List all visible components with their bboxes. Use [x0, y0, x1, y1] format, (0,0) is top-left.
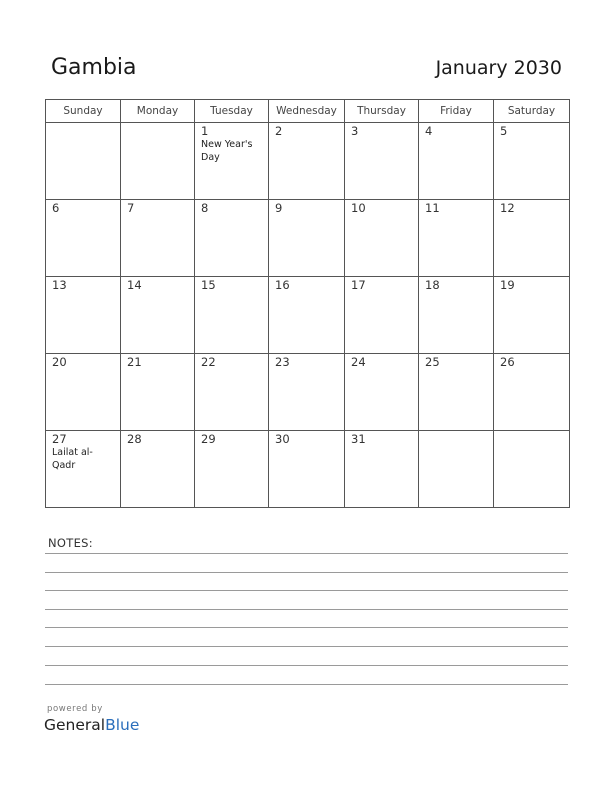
day-cell: [46, 354, 121, 431]
day-number: 16: [275, 278, 290, 292]
day-cell: [195, 123, 269, 200]
note-line: [45, 590, 568, 591]
day-cell: [269, 354, 345, 431]
powered-by-text: powered by: [47, 704, 103, 714]
notes-label: NOTES:: [48, 536, 93, 550]
day-number: 20: [52, 355, 67, 369]
day-number: 3: [351, 124, 359, 138]
day-cell: [494, 123, 570, 200]
week-row-1: [46, 123, 570, 200]
day-cell: [46, 123, 121, 200]
day-cell: [121, 431, 195, 508]
day-number: 22: [201, 355, 216, 369]
day-number: 11: [425, 201, 440, 215]
weekday-wednesday: Wednesday: [269, 100, 345, 123]
day-cell: [46, 277, 121, 354]
day-cell: [419, 431, 494, 508]
weekday-tuesday: Tuesday: [195, 100, 269, 123]
day-number: [425, 432, 488, 447]
day-cell: [269, 431, 345, 508]
day-number: 15: [201, 278, 216, 292]
calendar-grid: [45, 99, 570, 508]
day-number: 23: [275, 355, 290, 369]
day-number: 13: [52, 278, 67, 292]
day-cell: [121, 123, 195, 200]
day-cell: [494, 277, 570, 354]
day-number: 25: [425, 355, 440, 369]
day-cell: [419, 277, 494, 354]
day-cell: [195, 200, 269, 277]
day-number: 2: [275, 124, 283, 138]
holiday-label: New Year's Day: [201, 139, 253, 163]
day-number: 31: [351, 432, 366, 446]
day-number: 24: [351, 355, 366, 369]
day-cell: [345, 277, 419, 354]
note-line: [45, 553, 568, 554]
day-number: 8: [201, 201, 209, 215]
day-cell: [195, 431, 269, 508]
day-cell: [269, 123, 345, 200]
day-number: 29: [201, 432, 216, 446]
day-cell: [419, 200, 494, 277]
note-line: [45, 646, 568, 647]
day-number: 17: [351, 278, 366, 292]
day-number: 14: [127, 278, 142, 292]
day-number: 7: [127, 201, 135, 215]
note-line: [45, 665, 568, 666]
day-cell: [419, 123, 494, 200]
day-number: 5: [500, 124, 508, 138]
week-row-5: [46, 431, 570, 508]
day-number: 27: [52, 432, 67, 446]
day-number: 30: [275, 432, 290, 446]
brand-wordmark: [44, 716, 139, 734]
day-number: 6: [52, 201, 60, 215]
day-cell: [345, 354, 419, 431]
note-line: [45, 572, 568, 573]
day-number: 4: [425, 124, 433, 138]
day-cell: [494, 354, 570, 431]
day-cell: [46, 200, 121, 277]
day-cell: [46, 431, 121, 508]
day-cell: [269, 200, 345, 277]
week-row-3: [46, 277, 570, 354]
day-number: [500, 432, 564, 447]
brand-general: General: [44, 716, 106, 734]
day-number: 9: [275, 201, 283, 215]
weekday-monday: Monday: [121, 100, 195, 123]
weekday-header-row: [46, 100, 570, 123]
country-title: Gambia: [51, 55, 137, 80]
note-line: [45, 609, 568, 610]
week-row-2: [46, 200, 570, 277]
day-cell: [195, 354, 269, 431]
weekday-sunday: Sunday: [46, 100, 121, 123]
day-number: [127, 124, 189, 139]
day-cell: [121, 277, 195, 354]
day-cell: [419, 354, 494, 431]
day-number: 12: [500, 201, 515, 215]
weekday-thursday: Thursday: [345, 100, 419, 123]
note-line: [45, 627, 568, 628]
holiday-label: Lailat al-Qadr: [52, 447, 93, 471]
note-line: [45, 684, 568, 685]
day-number: [52, 124, 115, 139]
day-cell: [345, 431, 419, 508]
day-number: 10: [351, 201, 366, 215]
day-number: 1: [201, 124, 209, 138]
brand-blue: Blue: [105, 716, 140, 734]
week-row-4: [46, 354, 570, 431]
day-cell: [195, 277, 269, 354]
day-number: 28: [127, 432, 142, 446]
month-title: January 2030: [435, 57, 562, 79]
weekday-saturday: Saturday: [494, 100, 570, 123]
day-number: 26: [500, 355, 515, 369]
day-cell: [269, 277, 345, 354]
day-cell: [494, 200, 570, 277]
day-cell: [345, 123, 419, 200]
day-cell: [121, 200, 195, 277]
day-cell: [494, 431, 570, 508]
day-number: 19: [500, 278, 515, 292]
weekday-friday: Friday: [419, 100, 494, 123]
day-cell: [121, 354, 195, 431]
day-number: 21: [127, 355, 142, 369]
day-number: 18: [425, 278, 440, 292]
day-cell: [345, 200, 419, 277]
calendar-header: [51, 55, 562, 85]
